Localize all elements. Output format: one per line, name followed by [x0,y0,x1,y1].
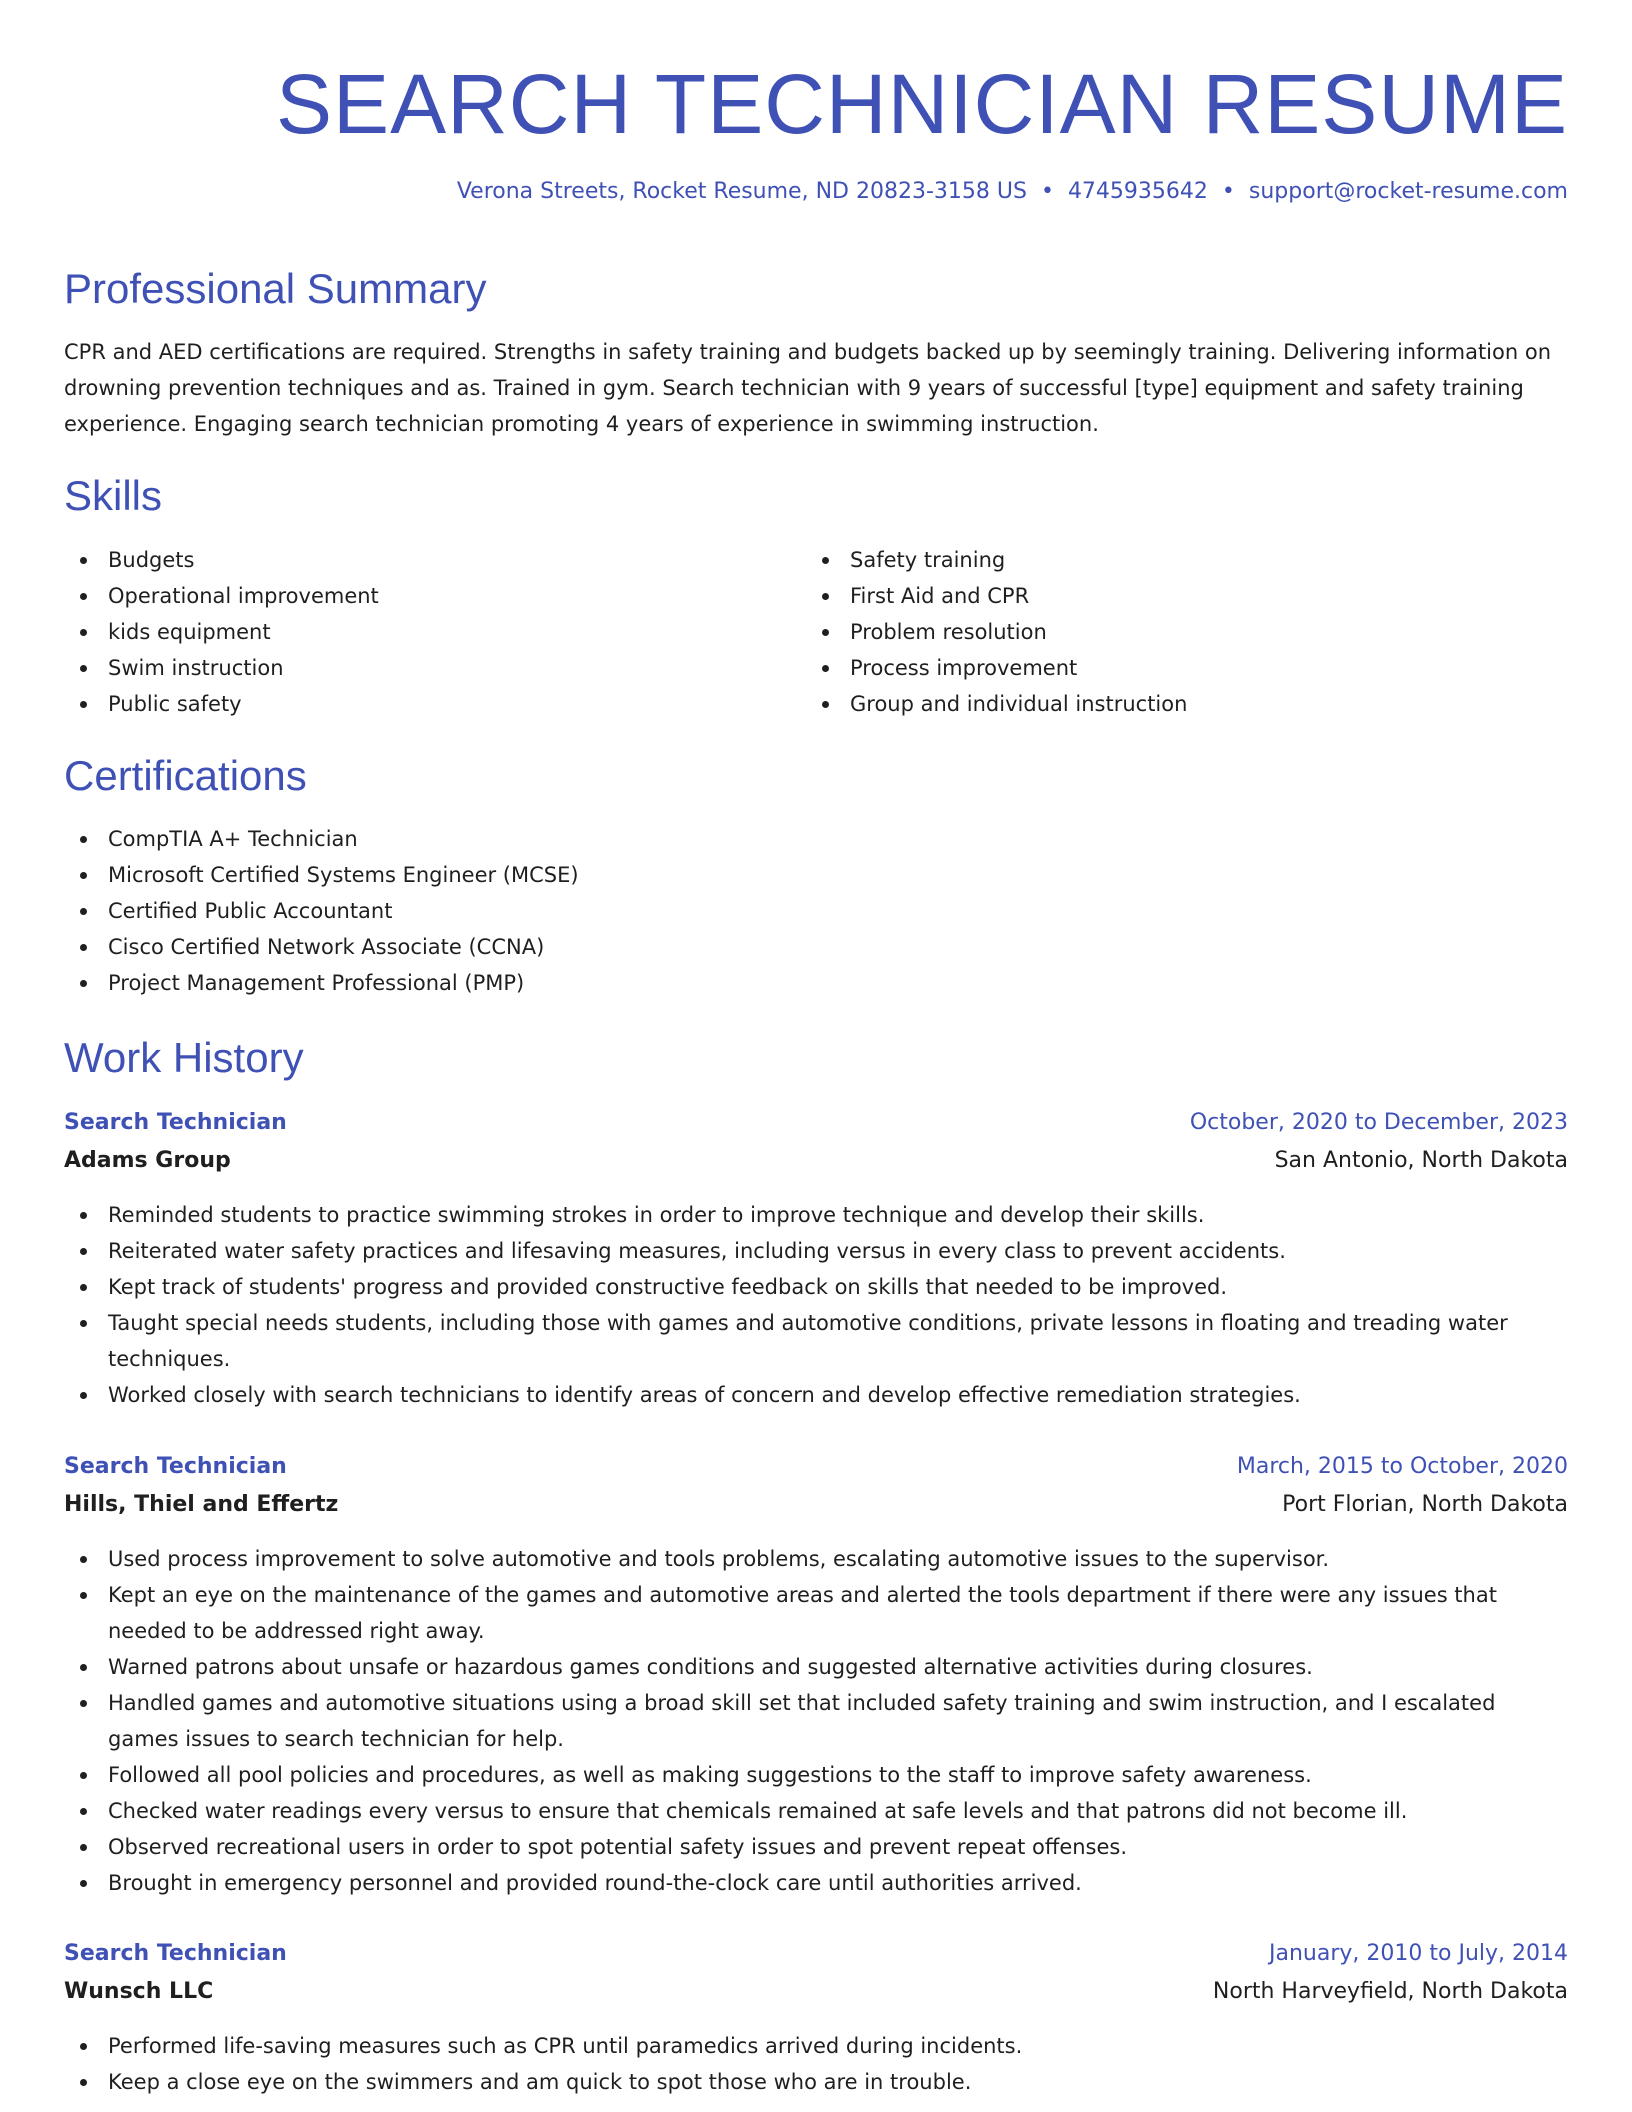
list-item: Group and individual instruction [806,686,1566,722]
list-item: Public safety [64,686,804,722]
list-item: Cisco Certified Network Associate (CCNA) [64,929,1568,965]
work-history-heading: Work History [64,1034,304,1081]
list-item: Keep a close eye on the swimmers and am quick to spot those who are in trouble. [64,2064,1568,2100]
list-item: Process improvement [806,650,1566,686]
list-item: Performed life-saving measures such as CPR until paramedics arrived during incidents. [64,2028,1568,2064]
job-location: Port Florian, North Dakota [1282,1492,1568,1517]
job-dates: March, 2015 to October, 2020 [1236,1454,1568,1479]
job-bullets [64,1197,1568,1413]
list-item: Worked closely with search technicians to identify areas of concern and develop effective remediation strategies. [64,1377,1568,1413]
job-header [64,1935,1568,1973]
job-employer [64,1973,1568,2011]
summary-text: CPR and AED certifications are required. Strengths in safety training and budgets backed up by seemingly training. Delivering information on drowning prevention techniques and as. Trained in gym. Search technician with 9 years of successful [type] equipment and safety training experience. Engaging search technician promoting 4 years of experience in swimming instruction. [64,340,1552,436]
list-item: CompTIA A+ Technician [64,821,1568,857]
job-location: North Harveyfield, North Dakota [1212,1979,1568,2004]
contact-address: Verona Streets, Rocket Resume, ND 20823-3158 US [456,179,1027,204]
list-item: Certified Public Accountant [64,893,1568,929]
job-company: Hills, Thiel and Effertz [64,1492,339,1517]
job-title: Search Technician [64,1454,287,1479]
list-item: Checked water readings every versus to ensure that chemicals remained at safe levels and that patrons did not become ill. [64,1793,1568,1829]
list-item: Project Management Professional (PMP) [64,965,1568,1001]
resume-page [64,0,1568,2094]
list-item: Operational improvement [64,578,804,614]
skills-list-left [64,542,804,722]
job-company: Adams Group [64,1148,231,1173]
list-item: Kept track of students' progress and provided constructive feedback on skills that needed to be improved. [64,1269,1568,1305]
list-item: Budgets [64,542,804,578]
list-item: Kept an eye on the maintenance of the games and automotive areas and alerted the tools department if there were any issues that needed to be addressed right away. [64,1577,1568,1649]
list-item: Used process improvement to solve automotive and tools problems, escalating automotive issues to the supervisor. [64,1541,1568,1577]
job-bullets [64,1541,1568,1901]
skills-list-right [806,542,1566,722]
contact-email[interactable]: support@rocket-resume.com [1248,179,1568,204]
list-item: Observed recreational users in order to spot potential safety issues and prevent repeat offenses. [64,1829,1568,1865]
job-title: Search Technician [64,1110,287,1135]
list-item: Safety training [806,542,1566,578]
certifications-heading: Certifications [64,752,307,799]
job-employer [64,1142,1568,1180]
contact-separator: • [1221,179,1235,204]
certifications-list [64,821,1568,1001]
job-header [64,1448,1568,1486]
job-dates: January, 2010 to July, 2014 [1269,1941,1568,1966]
list-item: Microsoft Certified Systems Engineer (MCSE) [64,857,1568,893]
job-location: San Antonio, North Dakota [1274,1148,1568,1173]
job-header [64,1104,1568,1142]
summary-heading: Professional Summary [64,265,487,312]
contact-separator: • [1040,179,1054,204]
job-dates: October, 2020 to December, 2023 [1189,1110,1568,1135]
list-item: Followed all pool policies and procedures, as well as making suggestions to the staff to improve safety awareness. [64,1757,1568,1793]
skills-heading: Skills [64,472,163,519]
list-item: kids equipment [64,614,804,650]
list-item: Problem resolution [806,614,1566,650]
list-item: Reiterated water safety practices and lifesaving measures, including versus in every class to prevent accidents. [64,1233,1568,1269]
job-company: Wunsch LLC [64,1979,214,2004]
job-bullets [64,2028,1568,2100]
list-item: First Aid and CPR [806,578,1566,614]
list-item: Brought in emergency personnel and provided round-the-clock care until authorities arrived. [64,1865,1568,1901]
list-item: Handled games and automotive situations using a broad skill set that included safety training and swim instruction, and I escalated games issues to search technician for help. [64,1685,1568,1757]
list-item: Warned patrons about unsafe or hazardous games conditions and suggested alternative activities during closures. [64,1649,1568,1685]
job-employer [64,1486,1568,1524]
list-item: Reminded students to practice swimming strokes in order to improve technique and develop their skills. [64,1197,1568,1233]
job-title: Search Technician [64,1941,287,1966]
resume-title: SEARCH TECHNICIAN RESUME [276,57,1568,151]
list-item: Swim instruction [64,650,804,686]
contact-line [457,177,1568,207]
list-item: Taught special needs students, including those with games and automotive conditions, private lessons in floating and treading water techniques. [64,1305,1568,1377]
contact-phone: 4745935642 [1067,179,1208,204]
